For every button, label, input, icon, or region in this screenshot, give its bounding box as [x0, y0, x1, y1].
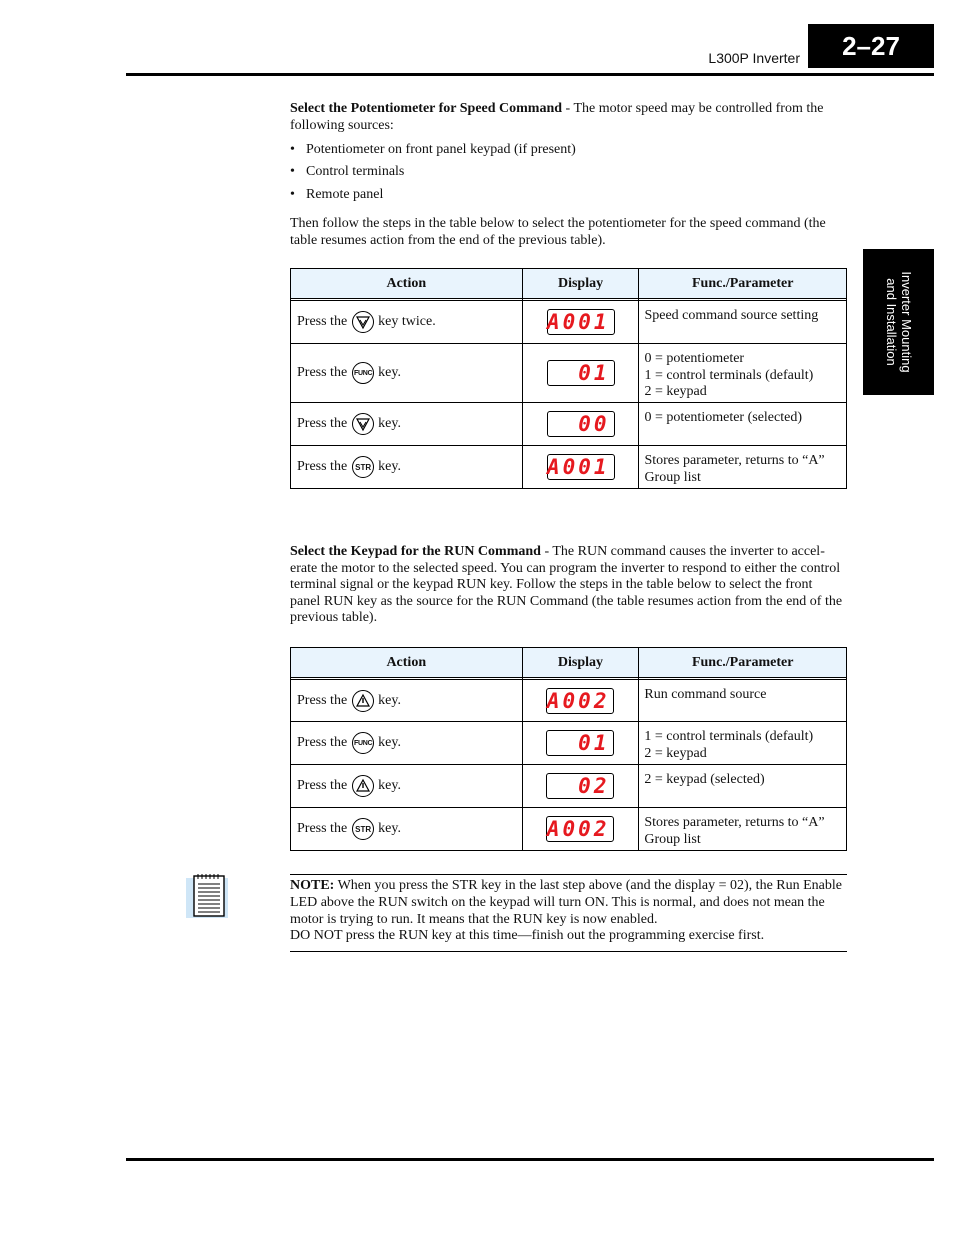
header-rule — [126, 73, 934, 76]
lcd-display: A002 — [546, 688, 614, 714]
bullet-item: • Remote panel — [290, 187, 384, 202]
note-warning: DO NOT press the RUN key at this time—finish out the programming exercise first. — [290, 928, 765, 944]
table-row: Press the key twice. A001 Speed command source setting — [291, 301, 847, 344]
col-header-action: Action — [291, 269, 523, 299]
col-header-display: Display — [522, 269, 639, 299]
side-tab-line2: and Installation — [884, 278, 899, 366]
note-box — [290, 878, 846, 945]
section1-paragraph: Then follow the steps in the table below to select the potentiometer for the speed command (the table resumes action from the end of the previous table). — [290, 216, 826, 248]
running-header: L300P Inverter — [708, 50, 800, 66]
col-header-func: Func./Parameter — [639, 269, 847, 299]
note-bottom-rule — [290, 951, 847, 952]
table-row: Press the key. 02 2 = keypad (selected) — [291, 765, 847, 808]
lcd-display: 01 — [546, 730, 614, 756]
section1-intro — [290, 101, 846, 134]
table-row: Press the FUNC key. 01 1 = control terminals (default) 2 = keypad — [291, 722, 847, 765]
table-row: Press the FUNC key. 01 0 = potentiometer 1 = control terminals (default) 2 = keypad — [291, 344, 847, 403]
table-row: Press the key. A002 Run command source — [291, 680, 847, 722]
section1-heading: Select the Potentiometer for Speed Command — [290, 101, 563, 116]
table-row: Press the STR key. A002 Stores parameter, returns to “A” Group list — [291, 808, 847, 851]
section2-intro — [290, 544, 846, 627]
run-command-steps-table — [290, 647, 847, 851]
bullet-item: • Control terminals — [290, 164, 405, 179]
page-number: 2–27 — [808, 24, 934, 68]
col-header-action: Action — [291, 648, 523, 678]
func-key-icon: FUNC — [352, 732, 374, 754]
chapter-side-tab — [863, 249, 934, 395]
bullet-item: • Potentiometer on front panel keypad (if present) — [290, 142, 576, 157]
side-tab-line1: Inverter Mounting — [899, 271, 914, 373]
note-label: NOTE: — [290, 878, 335, 893]
col-header-func: Func./Parameter — [639, 648, 847, 678]
notepad-icon — [184, 872, 230, 920]
section2-intro-text: - The RUN command causes the inverter to accel-erate the motor to the selected speed. You can program the inverter to respond to either the control terminal signal or the keypad RUN key. Follow the steps in the table below to select the front panel RUN key as the source for the RUN Command (the table resumes action from the end of the previous table). — [290, 544, 843, 625]
col-header-display: Display — [522, 648, 639, 678]
section1-intro-text: - The motor speed may be controlled from the following sources: — [290, 101, 824, 133]
up-arrow-key-icon — [352, 775, 374, 797]
potentiometer-steps-table — [290, 268, 847, 489]
footer-rule — [126, 1158, 934, 1161]
lcd-display: 02 — [546, 773, 614, 799]
up-arrow-key-icon — [352, 690, 374, 712]
lcd-display: A002 — [546, 816, 614, 842]
note-top-rule — [290, 874, 847, 875]
lcd-display: 00 — [547, 411, 615, 437]
lcd-display: 01 — [547, 360, 615, 386]
str-key-icon: STR — [352, 818, 374, 840]
down-arrow-key-icon — [352, 311, 374, 333]
note-text: When you press the STR key in the last step above (and the display = 02), the Run Enable LED above the RUN switch on the keypad will turn ON. This is normal, and does not mean the motor is trying to run. It means that the RUN key is now enabled. — [290, 878, 842, 927]
section2-heading: Select the Keypad for the RUN Command — [290, 544, 541, 559]
str-key-icon: STR — [352, 456, 374, 478]
down-arrow-key-icon — [352, 413, 374, 435]
table-row: Press the key. 00 0 = potentiometer (selected) — [291, 403, 847, 446]
func-key-icon: FUNC — [352, 362, 374, 384]
table-row: Press the STR key. A001 Stores parameter, returns to “A” Group list — [291, 446, 847, 489]
lcd-display: A001 — [547, 454, 615, 480]
lcd-display: A001 — [547, 309, 615, 335]
